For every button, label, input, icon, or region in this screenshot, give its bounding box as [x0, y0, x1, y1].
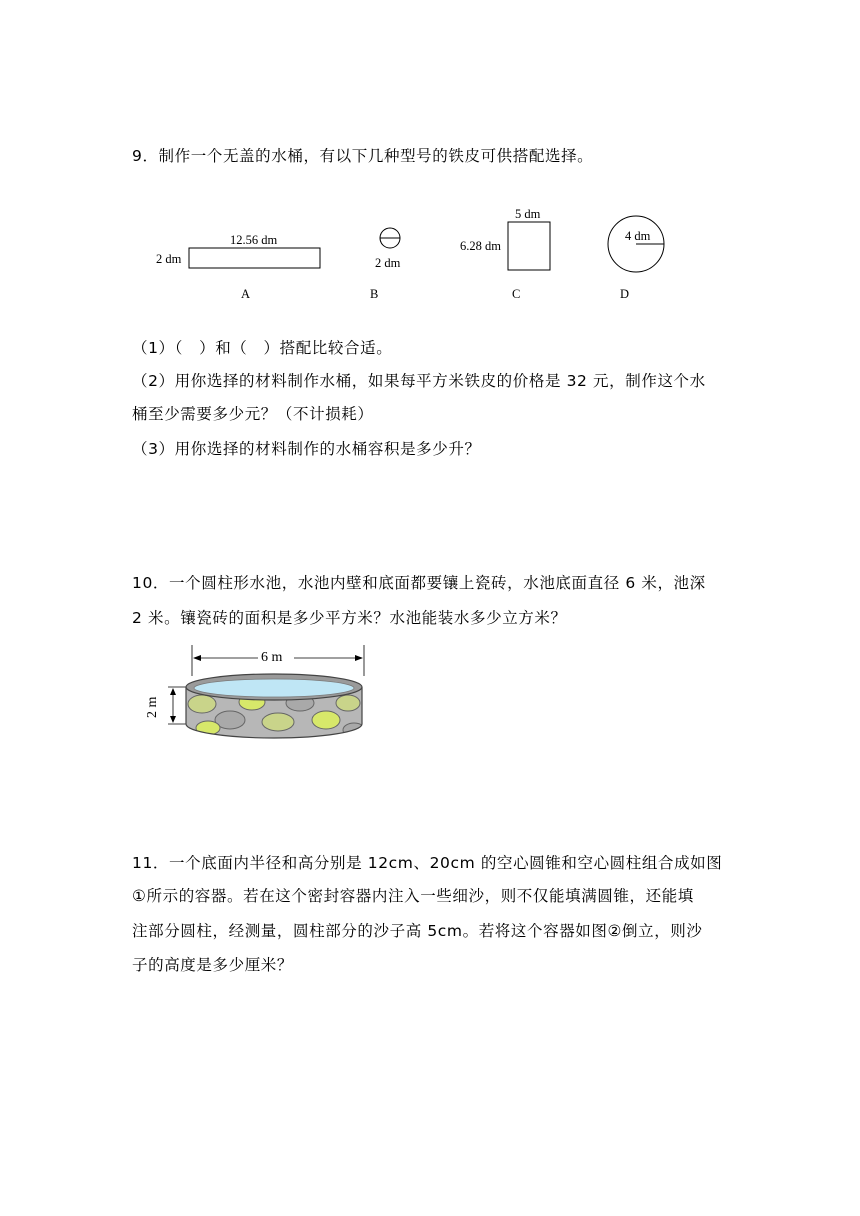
sheet-a-height: 2 dm: [156, 252, 182, 266]
pool-arrowhead-right: [355, 655, 363, 661]
sheet-c-height: 6.28 dm: [460, 239, 501, 253]
sheet-a-rectangle: [189, 248, 320, 268]
q10-line2: 2 米。镶瓷砖的面积是多少平方米？水池能装水多少立方米？: [132, 609, 567, 627]
q9-sheet-figure: [150, 200, 680, 310]
sheet-c-rectangle: [508, 222, 550, 270]
pool-arrowhead-left: [193, 655, 201, 661]
sheet-d-label: D: [620, 287, 630, 301]
q9-title: 9．制作一个无盖的水桶，有以下几种型号的铁皮可供搭配选择。: [132, 147, 594, 165]
sheet-b-label: B: [370, 287, 379, 301]
q11-line4: 子的高度是多少厘米？: [132, 956, 294, 974]
q10-line1: 10．一个圆柱形水池，水池内壁和底面都要镶上瓷砖，水池底面直径 6 米，池深: [132, 574, 706, 592]
sheet-d-radius: 4 dm: [625, 229, 651, 243]
q11-line1: 11．一个底面内半径和高分别是 12cm、20cm 的空心圆锥和空心圆柱组合成如图: [132, 854, 723, 872]
q9-part1: （1）（ ）和（ ）搭配比较合适。: [132, 339, 393, 357]
sheet-c-width: 5 dm: [515, 207, 541, 221]
sheet-a-width: 12.56 dm: [230, 233, 278, 247]
q9-part2-line2: 桶至少需要多少元？（不计损耗）: [132, 405, 374, 423]
pool-arrowhead-top: [170, 688, 176, 695]
sheet-c-label: C: [512, 287, 521, 301]
q9-part2-line1: （2）用你选择的材料制作水桶，如果每平方米铁皮的价格是 32 元，制作这个水: [132, 372, 706, 390]
pool-figure: [140, 640, 390, 745]
pool-arrowhead-bottom: [170, 716, 176, 723]
q11-line3: 注部分圆柱，经测量，圆柱部分的沙子高 5cm。若将这个容器如图②倒立，则沙: [132, 922, 703, 940]
pool-water: [194, 679, 354, 697]
sheet-a-label: A: [241, 287, 251, 301]
q11-line2: ①所示的容器。若在这个密封容器内注入一些细沙，则不仅能填满圆锥，还能填: [132, 887, 694, 905]
pool-diameter-label: 6 m: [261, 650, 283, 665]
q9-part3: （3）用你选择的材料制作的水桶容积是多少升？: [132, 440, 481, 458]
sheet-b-diameter: 2 dm: [375, 256, 401, 270]
pool-depth-label: 2 m: [145, 696, 160, 718]
